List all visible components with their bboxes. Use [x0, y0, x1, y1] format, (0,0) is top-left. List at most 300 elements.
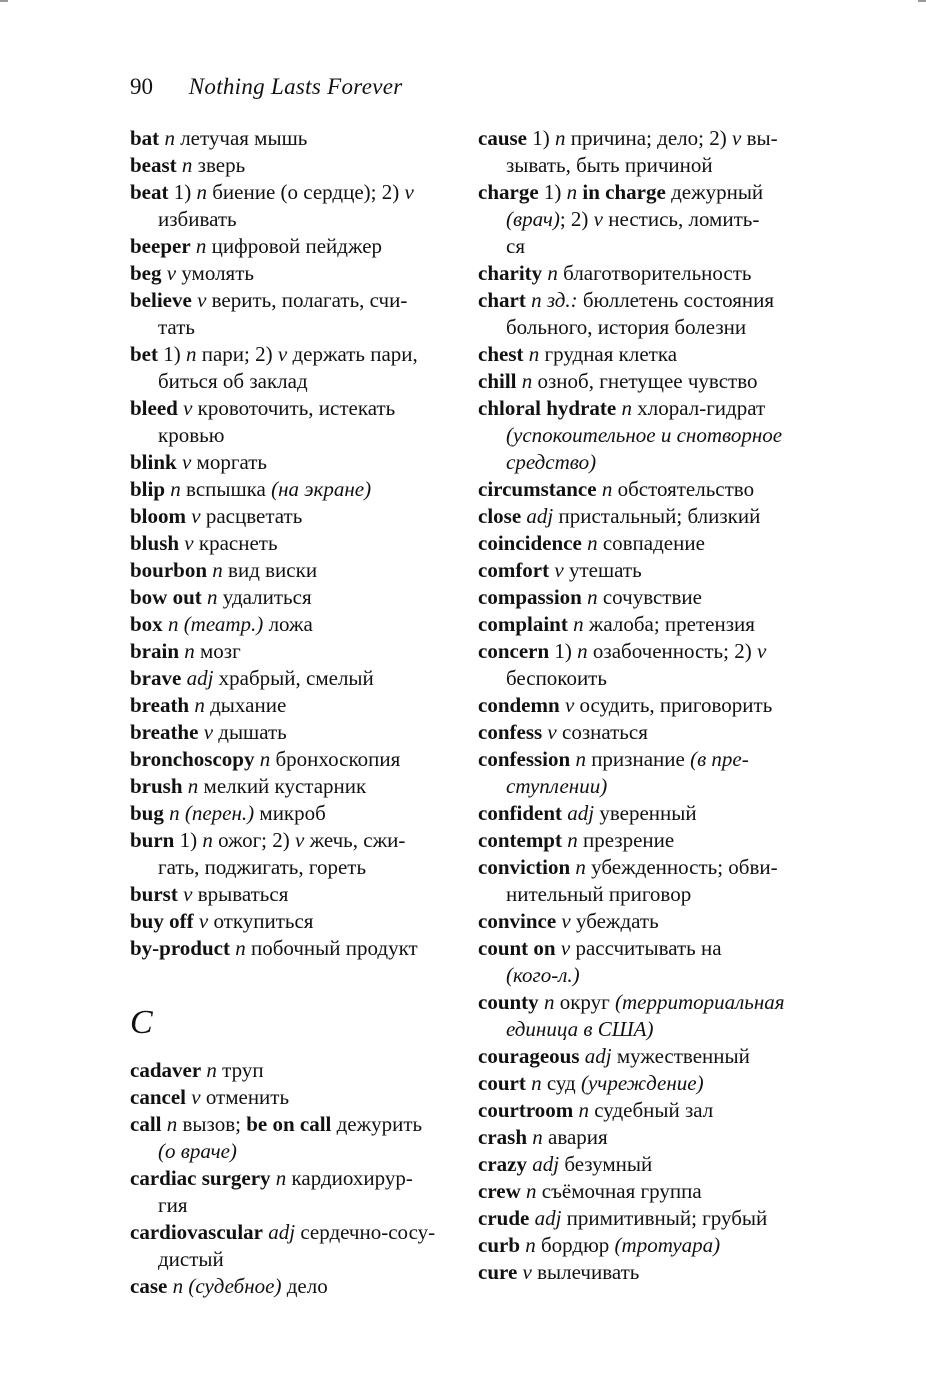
grammar-note: v — [277, 342, 288, 366]
glossary-entry — [478, 1043, 792, 1070]
headword: burn — [130, 828, 175, 852]
glossary-entry — [130, 1165, 446, 1219]
glossary-entry — [478, 1151, 792, 1178]
grammar-note: n — [201, 1058, 217, 1082]
headword: beg — [130, 261, 162, 285]
definition: зывать, быть причиной — [506, 153, 713, 177]
definition: рассчитывать на — [570, 936, 722, 960]
headword: bet — [130, 342, 158, 366]
headword: bronchoscopy — [130, 747, 255, 771]
headword: bug — [130, 801, 164, 825]
glossary-entry — [130, 935, 446, 962]
headword: bleed — [130, 396, 178, 420]
glossary-entry — [478, 827, 792, 854]
definition: краснеть — [193, 531, 278, 555]
grammar-note: (успокоительное и снотворное — [506, 423, 783, 447]
glossary-entry — [130, 152, 446, 179]
glossary-entry — [130, 1057, 446, 1084]
definition: нестись, ломить- — [603, 207, 760, 231]
definition: ожог; 2) — [212, 828, 296, 852]
definition: совпадение — [597, 531, 705, 555]
headword: bourbon — [130, 558, 208, 582]
glossary-entry — [130, 557, 446, 584]
grammar-note: n (судебное) — [167, 1274, 282, 1298]
glossary-entry — [130, 1219, 446, 1273]
headword: contempt — [478, 828, 562, 852]
glossary-entry — [130, 1111, 446, 1165]
grammar-note: v — [191, 288, 207, 312]
headword: cancel — [130, 1085, 186, 1109]
grammar-note: v — [404, 180, 414, 204]
grammar-note: v — [185, 1085, 201, 1109]
grammar-note: n — [207, 558, 223, 582]
definition: кровью — [158, 423, 225, 447]
headword: blip — [130, 477, 166, 501]
grammar-note: n — [189, 693, 205, 717]
glossary-entry — [130, 746, 446, 773]
grammar-note: n — [555, 126, 566, 150]
glossary-entry — [130, 233, 446, 260]
definition: осудить, приговорить — [574, 693, 773, 717]
definition: мужественный — [611, 1044, 750, 1068]
grammar-note: v — [161, 261, 177, 285]
grammar-note: n — [566, 180, 578, 204]
grammar-note: (врач) — [506, 207, 560, 231]
definition: 1) — [168, 180, 197, 204]
grammar-note: n — [567, 612, 584, 636]
headword: close — [478, 504, 522, 528]
headword: chill — [478, 369, 517, 393]
definition: цифровой пейджер — [206, 234, 383, 258]
definition: отменить — [200, 1085, 290, 1109]
grammar-note: (учреждение) — [580, 1071, 704, 1095]
grammar-note: n — [581, 585, 598, 609]
definition: держать пари, — [287, 342, 418, 366]
headword: crew — [478, 1179, 521, 1203]
grammar-note: n — [190, 234, 207, 258]
grammar-note: средство) — [506, 450, 597, 474]
glossary-entry — [478, 395, 792, 476]
definition: кардиохирур- — [286, 1166, 413, 1190]
grammar-note: единица в США) — [506, 1017, 654, 1041]
glossary-entry — [478, 908, 792, 935]
headword: brush — [130, 774, 183, 798]
headword: comfort — [478, 558, 550, 582]
section-letter: C — [130, 1004, 153, 1041]
headword: chest — [478, 342, 524, 366]
glossary-entry — [130, 125, 446, 152]
definition: грудная клетка — [539, 342, 678, 366]
glossary-entry — [478, 854, 792, 908]
definition: моргать — [191, 450, 267, 474]
grammar-note: (о враче) — [158, 1139, 237, 1163]
headword: bat — [130, 126, 160, 150]
glossary-entry — [130, 827, 446, 881]
glossary-entry — [478, 1205, 792, 1232]
definition: нительный приговор — [506, 882, 692, 906]
grammar-note: n — [523, 342, 540, 366]
headword: condemn — [478, 693, 560, 717]
definition: обстоятельство — [612, 477, 755, 501]
headword: confident — [478, 801, 562, 825]
headword: box — [130, 612, 163, 636]
definition: примитивный; грубый — [561, 1206, 768, 1230]
glossary-column-right — [478, 125, 792, 1286]
definition: 1) — [527, 126, 555, 150]
glossary-entry — [478, 746, 792, 800]
headword: circumstance — [478, 477, 597, 501]
definition: озабоченность; 2) — [587, 639, 757, 663]
grammar-note: (территориальная — [614, 990, 785, 1014]
grammar-note: n — [542, 261, 558, 285]
definition: пристальный; близкий — [553, 504, 761, 528]
grammar-note: v — [186, 504, 201, 528]
section-spacer — [130, 962, 446, 989]
headword: confess — [478, 720, 543, 744]
definition: презрение — [577, 828, 675, 852]
grammar-note: n — [573, 1098, 589, 1122]
definition: больного, история болезни — [506, 315, 747, 339]
glossary-entry — [130, 1273, 446, 1300]
glossary-entry — [478, 530, 792, 557]
grammar-note: adj — [181, 666, 214, 690]
glossary-entry — [130, 638, 446, 665]
definition: сердечно-сосу- — [295, 1220, 436, 1244]
glossary-entry — [130, 665, 446, 692]
glossary-entry — [478, 368, 792, 395]
headword: confession — [478, 747, 571, 771]
grammar-note: adj — [521, 504, 554, 528]
grammar-note: n — [527, 1125, 543, 1149]
headword: blush — [130, 531, 180, 555]
glossary-entry — [130, 719, 446, 746]
glossary-entry — [478, 692, 792, 719]
headword: count on — [478, 936, 556, 960]
definition: вылечивать — [531, 1260, 640, 1284]
glossary-entry — [130, 1084, 446, 1111]
headword: chart — [478, 288, 526, 312]
headword: call — [130, 1112, 162, 1136]
definition: судебный зал — [589, 1098, 714, 1122]
headword: blink — [130, 450, 177, 474]
definition: убеждать — [570, 909, 659, 933]
definition: авария — [542, 1125, 608, 1149]
glossary-entry — [478, 989, 792, 1043]
glossary-entry — [478, 125, 792, 179]
definition: причина; дело; 2) — [565, 126, 732, 150]
definition: расцветать — [200, 504, 303, 528]
definition: убежденность; обви- — [585, 855, 778, 879]
grammar-note: v — [731, 126, 742, 150]
headword: beat — [130, 180, 169, 204]
definition: 1) — [549, 639, 578, 663]
definition: 1) — [158, 342, 186, 366]
grammar-note: n зд.: — [525, 288, 578, 312]
glossary-entry — [478, 341, 792, 368]
glossary-entry — [478, 638, 792, 692]
headword: burst — [130, 882, 178, 906]
glossary-entry — [478, 1259, 792, 1286]
definition: храбрый, смелый — [213, 666, 374, 690]
grammar-note: n — [161, 1112, 178, 1136]
grammar-note: v — [198, 720, 214, 744]
grammar-note: n — [570, 855, 586, 879]
definition: благотворительность — [557, 261, 752, 285]
definition: вы- — [741, 126, 778, 150]
headword: crash — [478, 1125, 527, 1149]
headword: curb — [478, 1233, 520, 1257]
definition: округ — [554, 990, 615, 1014]
grammar-note: n — [538, 990, 555, 1014]
headword: cardiovascular — [130, 1220, 263, 1244]
glossary-entry — [130, 395, 446, 449]
definition: сознаться — [556, 720, 648, 744]
glossary-entry — [478, 260, 792, 287]
definition: жалоба; претензия — [583, 612, 755, 636]
definition: кровоточить, истекать — [192, 396, 396, 420]
definition: удалиться — [217, 585, 312, 609]
grammar-note: n — [179, 639, 195, 663]
definition: ся — [506, 234, 525, 258]
glossary-entry — [130, 800, 446, 827]
page-header — [130, 72, 402, 102]
headword: cardiac surgery — [130, 1166, 271, 1190]
definition: врываться — [192, 882, 289, 906]
definition: 1) — [174, 828, 203, 852]
glossary-entry — [130, 611, 446, 638]
grammar-note: n — [201, 585, 218, 609]
definition: откупиться — [208, 909, 314, 933]
definition: дистый — [158, 1247, 224, 1271]
headword: crazy — [478, 1152, 527, 1176]
glossary-entry — [478, 1124, 792, 1151]
definition: дышать — [213, 720, 287, 744]
glossary-entry — [478, 287, 792, 341]
definition: мозг — [194, 639, 241, 663]
glossary-entry — [130, 692, 446, 719]
definition: вид виски — [222, 558, 318, 582]
headword: buy off — [130, 909, 194, 933]
definition: дело — [281, 1274, 328, 1298]
glossary-entry — [130, 503, 446, 530]
grammar-note: v — [179, 531, 194, 555]
grammar-note: n — [516, 369, 533, 393]
headword: conviction — [478, 855, 571, 879]
headword: court — [478, 1071, 526, 1095]
grammar-note: n — [254, 747, 271, 771]
definition: умолять — [176, 261, 254, 285]
glossary-entry — [130, 179, 446, 233]
grammar-note: n — [196, 180, 207, 204]
definition: бронхоскопия — [270, 747, 401, 771]
grammar-note: adj — [562, 801, 595, 825]
grammar-note: n — [186, 342, 197, 366]
glossary-entry — [130, 449, 446, 476]
headword: beeper — [130, 234, 191, 258]
grammar-note: n — [182, 774, 199, 798]
grammar-note: v — [177, 882, 193, 906]
grammar-note: ступлении) — [506, 774, 608, 798]
definition: ложа — [263, 612, 313, 636]
grammar-note: (тротуара) — [614, 1233, 721, 1257]
headword: beast — [130, 153, 177, 177]
grammar-note: adj — [526, 1152, 560, 1176]
grammar-note: n — [165, 477, 181, 501]
definition: ; 2) — [559, 207, 594, 231]
glossary-entry — [478, 935, 792, 989]
glossary-entry — [130, 881, 446, 908]
definition: суд — [541, 1071, 581, 1095]
glossary-entry — [478, 1232, 792, 1259]
grammar-note: v — [549, 558, 564, 582]
headword: case — [130, 1274, 168, 1298]
grammar-note: n — [159, 126, 175, 150]
definition: безумный — [559, 1152, 653, 1176]
grammar-note: n — [520, 1179, 537, 1203]
grammar-note: (на экране) — [271, 477, 372, 501]
grammar-note: n — [577, 639, 588, 663]
grammar-note: n — [596, 477, 613, 501]
grammar-note: v — [556, 909, 571, 933]
glossary-entry — [130, 584, 446, 611]
grammar-note: n (театр.) — [162, 612, 264, 636]
headword: charge — [478, 180, 539, 204]
grammar-note: v — [176, 450, 192, 474]
glossary-entry — [478, 1070, 792, 1097]
grammar-note: n — [581, 531, 598, 555]
grammar-note: n — [570, 747, 586, 771]
headword: compassion — [478, 585, 582, 609]
definition: озноб, гнетущее чувство — [532, 369, 758, 393]
definition: жечь, сжи- — [304, 828, 406, 852]
headword: cure — [478, 1260, 518, 1284]
glossary-column-left — [130, 125, 446, 1300]
definition: дежурить — [331, 1112, 423, 1136]
running-title: Nothing Lasts Forever — [188, 74, 403, 99]
headword: brain — [130, 639, 180, 663]
glossary-entry — [130, 476, 446, 503]
glossary-entry — [130, 908, 446, 935]
definition: мелкий кустарник — [198, 774, 367, 798]
definition: пари; 2) — [196, 342, 278, 366]
glossary-entry — [478, 1097, 792, 1124]
headword: complaint — [478, 612, 568, 636]
headword: courageous — [478, 1044, 580, 1068]
definition: хлорал-гидрат — [631, 396, 766, 420]
definition: уверенный — [594, 801, 697, 825]
grammar-note: n — [176, 153, 193, 177]
glossary-entry — [130, 287, 446, 341]
glossary-entry — [478, 611, 792, 638]
grammar-note: v — [593, 207, 603, 231]
headword: bloom — [130, 504, 187, 528]
glossary-entry — [478, 179, 792, 260]
grammar-note: v — [177, 396, 193, 420]
headword: be on call — [246, 1112, 332, 1136]
definition: гать, поджигать, гореть — [158, 855, 367, 879]
glossary-entry — [478, 476, 792, 503]
definition: 1) — [538, 180, 567, 204]
headword: coincidence — [478, 531, 582, 555]
definition: признание — [585, 747, 691, 771]
headword: cause — [478, 126, 527, 150]
definition: дыхание — [204, 693, 287, 717]
definition: избивать — [158, 207, 237, 231]
grammar-note: n — [520, 1233, 536, 1257]
glossary-entry — [478, 557, 792, 584]
definition: зверь — [192, 153, 246, 177]
headword: courtroom — [478, 1098, 574, 1122]
grammar-note: n — [525, 1071, 542, 1095]
definition: съёмочная группа — [536, 1179, 702, 1203]
glossary-entry — [478, 1178, 792, 1205]
definition: биться об заклад — [158, 369, 308, 393]
grammar-note: v — [295, 828, 305, 852]
page-number: 90 — [130, 74, 153, 99]
definition: вызов; — [177, 1112, 247, 1136]
headword: crude — [478, 1206, 530, 1230]
glossary-entry — [130, 341, 446, 395]
definition: труп — [216, 1058, 264, 1082]
grammar-note: n — [616, 396, 632, 420]
grammar-note: v — [542, 720, 557, 744]
headword: in charge — [577, 180, 666, 204]
crop-mark — [918, 0, 926, 2]
glossary-entry — [130, 530, 446, 557]
definition: гия — [158, 1193, 188, 1217]
definition: вспышка — [180, 477, 272, 501]
headword: county — [478, 990, 539, 1014]
glossary-entry — [478, 584, 792, 611]
headword: brave — [130, 666, 182, 690]
grammar-note: v — [559, 693, 575, 717]
definition: дежурный — [665, 180, 764, 204]
grammar-note: n (перен.) — [163, 801, 255, 825]
headword: concern — [478, 639, 550, 663]
grammar-note: adj — [262, 1220, 296, 1244]
glossary-entry — [130, 773, 446, 800]
definition: сочувствие — [597, 585, 702, 609]
crop-mark — [0, 0, 8, 2]
headword: bow out — [130, 585, 202, 609]
grammar-note: n — [229, 936, 246, 960]
headword: cadaver — [130, 1058, 202, 1082]
definition: бюллетень состояния — [577, 288, 775, 312]
glossary-entry — [130, 260, 446, 287]
headword: by-product — [130, 936, 230, 960]
glossary-entry — [478, 503, 792, 530]
definition: верить, полагать, счи- — [206, 288, 408, 312]
definition: тать — [158, 315, 195, 339]
grammar-note: v — [193, 909, 209, 933]
headword: charity — [478, 261, 543, 285]
definition: биение (о сердце); 2) — [207, 180, 405, 204]
grammar-note: v — [517, 1260, 532, 1284]
headword: breathe — [130, 720, 199, 744]
grammar-note: (в пре- — [690, 747, 749, 771]
grammar-note: v — [756, 639, 767, 663]
grammar-note: (кого-л.) — [506, 963, 580, 987]
glossary-entry — [478, 800, 792, 827]
grammar-note: n — [561, 828, 578, 852]
grammar-note: v — [555, 936, 571, 960]
headword: believe — [130, 288, 192, 312]
glossary-entry — [478, 719, 792, 746]
definition: беспокоить — [506, 666, 607, 690]
grammar-note: adj — [529, 1206, 562, 1230]
definition: бордюр — [535, 1233, 615, 1257]
definition: утешать — [563, 558, 642, 582]
